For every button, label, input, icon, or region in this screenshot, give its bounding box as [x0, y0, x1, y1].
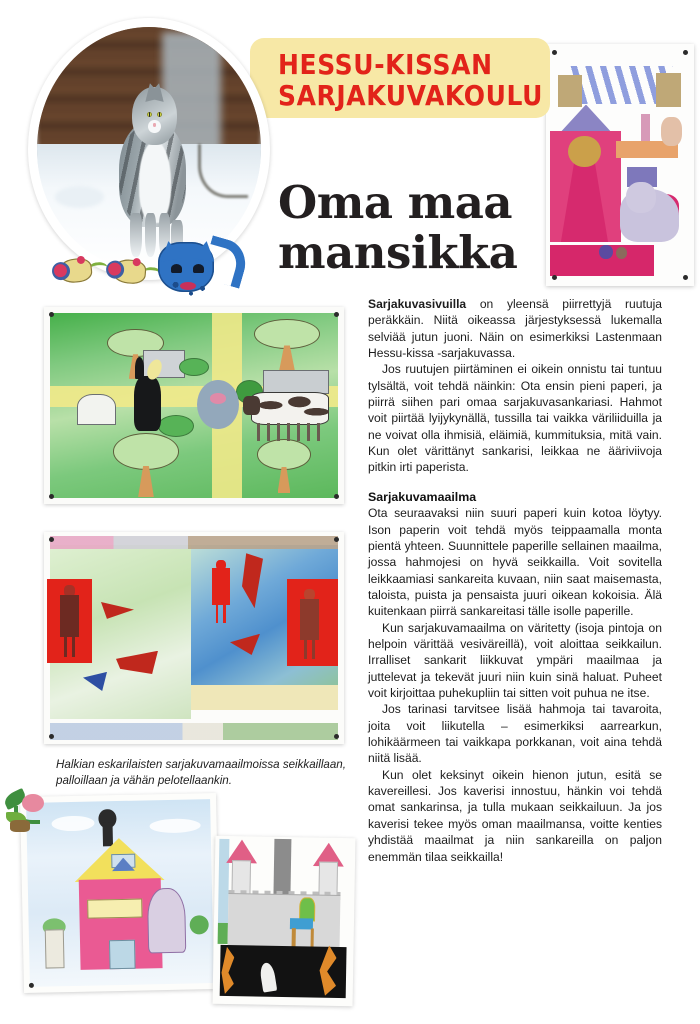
banner-title-line-1: HESSU-KISSAN: [278, 48, 493, 81]
cat-figure: [109, 83, 199, 254]
artwork-red-figures-two-panel: [44, 532, 344, 744]
house-art-ghost: [147, 888, 186, 953]
figure-leg: [223, 604, 226, 623]
tree-crown: [254, 319, 320, 349]
figure-leg: [216, 604, 219, 623]
pin-icon: [49, 537, 54, 542]
painting-girl-head: [568, 136, 601, 167]
painting-cat-head: [626, 182, 656, 213]
castle-wall: [228, 893, 341, 949]
house-art-window: [87, 898, 142, 919]
banner-title-line-2: SARJAKUVAKOULU: [278, 79, 544, 112]
cutout-figure: [206, 560, 236, 624]
figure-leg: [64, 635, 67, 657]
cutout-figure: [53, 585, 86, 657]
tree-crown: [257, 439, 311, 470]
cat-head: [132, 87, 177, 145]
figure-leg: [312, 638, 315, 659]
article-paragraph-1-text: on yleensä piirrettyjä ruutuja peräkkäin. Niitä oikeassa järjestyksessä lukemalla selviää jutun juoni. Näin on esimerkiksi Lastenmaan Hessu-kissa -sarjakuvassa.: [368, 297, 662, 361]
pin-icon: [49, 734, 54, 739]
cow-legs: [257, 423, 323, 441]
house-art-door: [109, 940, 135, 970]
article-subheading: Sarjakuvamaailma: [368, 489, 477, 504]
artwork-girl-and-cat-painting: [546, 44, 694, 286]
figure-body: [60, 595, 80, 637]
figure-leg: [72, 635, 75, 657]
flower-base: [10, 820, 30, 832]
cat-eye: [157, 112, 162, 117]
article-paragraph-1: [368, 296, 662, 361]
article-body: [368, 296, 662, 865]
landscape-tree: [113, 433, 179, 496]
castle-art-green-blob: [218, 923, 228, 943]
mouse-ear: [53, 264, 67, 278]
cat-muzzle: [148, 120, 161, 133]
pin-icon: [29, 983, 34, 988]
painting-candle: [641, 114, 650, 141]
figure-body: [300, 599, 320, 640]
landscape-tree: [257, 439, 311, 492]
headline-line-2: mansikka: [278, 226, 518, 279]
painting-hand: [661, 117, 682, 146]
red-art-top-strip: [50, 536, 338, 549]
article-paragraph-5: Jos tarinasi tarvitsee lisää hahmoja tai tavaroita, joita voit liikutella – esimerkiksi aarrearkun, lohikäärmeen tai vaikkapa porkkanan, voit aina tehdä niitä lisää.: [368, 702, 662, 766]
tree-trunk: [278, 467, 291, 494]
article-paragraph-4: Kun sarjakuvamaailma on väritetty (isoja pintoja on helpoin värittää vesiväreillä), voit aloittaa seikkailun. Irralliset sankarit liikkuvat ympäri maailmaa ja juttelevat ja tekevät juuri niin kuin sinä haluat. Puheet voit kirjoittaa puhekupliin tai sitten voit puhua ne itse.: [368, 620, 662, 701]
pin-icon: [552, 50, 557, 55]
landscape-bush: [179, 358, 209, 376]
figure-body: [212, 568, 230, 605]
pin-icon: [683, 50, 688, 55]
artwork-castle-painting: [213, 836, 356, 1006]
landscape-tree: [254, 319, 320, 370]
tree-trunk: [279, 345, 295, 371]
mouse-ear: [108, 262, 122, 276]
pin-icon: [334, 734, 339, 739]
cat-chest: [139, 141, 171, 223]
article-paragraph-2: Jos ruutujen piirtäminen ei oikein onnistu tai tuntuu tylsältä, voit tehdä näinkin: Ota ensin pieni paperi, ja piirrä siihen pari omaa sarjakuvasankariasi. Hahmot voit piirtää lyijykynällä, tussilla tai vaikka väriliiduilla ja ne voivat olla ihmisiä, eläimiä, kummituksia, mitä vain. Kun olet värittänyt sankarisi, leikkaa ne ääriviivoja pitkin irti paperista.: [368, 362, 662, 475]
pin-icon: [334, 312, 339, 317]
headline-line-1: Oma maa: [278, 176, 513, 229]
pin-icon: [334, 494, 339, 499]
painting-blob: [599, 245, 612, 260]
painting-frame-left: [558, 75, 582, 106]
figure-leg: [304, 638, 307, 659]
blue-cat-head: [158, 242, 214, 292]
page-title: [278, 178, 558, 278]
landscape-bush: [158, 415, 194, 437]
flower-cutout-drawing: [4, 790, 56, 836]
cat-eye: [147, 112, 152, 117]
cutout-figure: [293, 589, 326, 659]
house-art-chimney: [103, 823, 113, 847]
cow-spots: [251, 392, 329, 425]
red-art-sand-strip: [191, 685, 338, 710]
house-art-pot: [44, 929, 64, 969]
blue-cat-cutout-drawing: [154, 234, 246, 296]
article-paragraph-6: Kun olet keksinyt oikein hienon jutun, esitä se kavereillesi. Jos kaverisi innostuu, hänkin voi tehdä omat sankarinsa, ja tulla mukaan seikkailuun. Ja jos kaverisi tekee myös oman maailmansa, voitte kenties yhdistää maailmat ja niin sankareilla on paljon enemmän tilaa seikkailla!: [368, 767, 662, 864]
painting-frame-right: [656, 73, 681, 107]
landscape-house: [77, 394, 116, 426]
image-caption: Halkian eskarilaisten sarjakuvamaailmoissa seikkaillaan, palloillaan ja vähän pelotellaankin.: [56, 758, 346, 787]
blue-cat-spots: [166, 254, 214, 298]
cutout-doodles-group: [34, 232, 264, 298]
mouse-cutout-drawing: [50, 249, 111, 291]
section-banner: [250, 38, 550, 118]
article-lead-word: Sarjakuvasivuilla: [368, 297, 467, 311]
pin-icon: [683, 275, 688, 280]
artwork-green-landscape: [44, 307, 344, 504]
photo-snow-lump: [55, 186, 104, 208]
pin-icon: [49, 312, 54, 317]
pin-icon: [49, 494, 54, 499]
article-paragraph-3: Ota seuraavaksi niin suuri paperi kuin kotoa löytyy. Ison paperin voit tehdä myös teippaamalla monta pientä yhteen. Suunnittele paperille sellainen maailma, jossa hahmojesi on hyvä seikkailla. Voit sovitella leikkaamiasi sankareita kuvaan, niin saat maisemasta, taloista, puista ja pensaista juuri oikean kokoisia. Älä kuitenkaan piirrä sankareitasi tälle isolle paperille.: [368, 506, 662, 619]
tree-crown: [113, 433, 179, 470]
cat-nose: [153, 123, 157, 126]
red-art-bottom-strip: [50, 723, 338, 740]
landscape-oval-figure: [197, 380, 239, 429]
landscape-rabbit: [134, 376, 161, 431]
landscape-fence: [263, 370, 329, 394]
pin-icon: [334, 537, 339, 542]
tree-trunk: [138, 466, 154, 498]
